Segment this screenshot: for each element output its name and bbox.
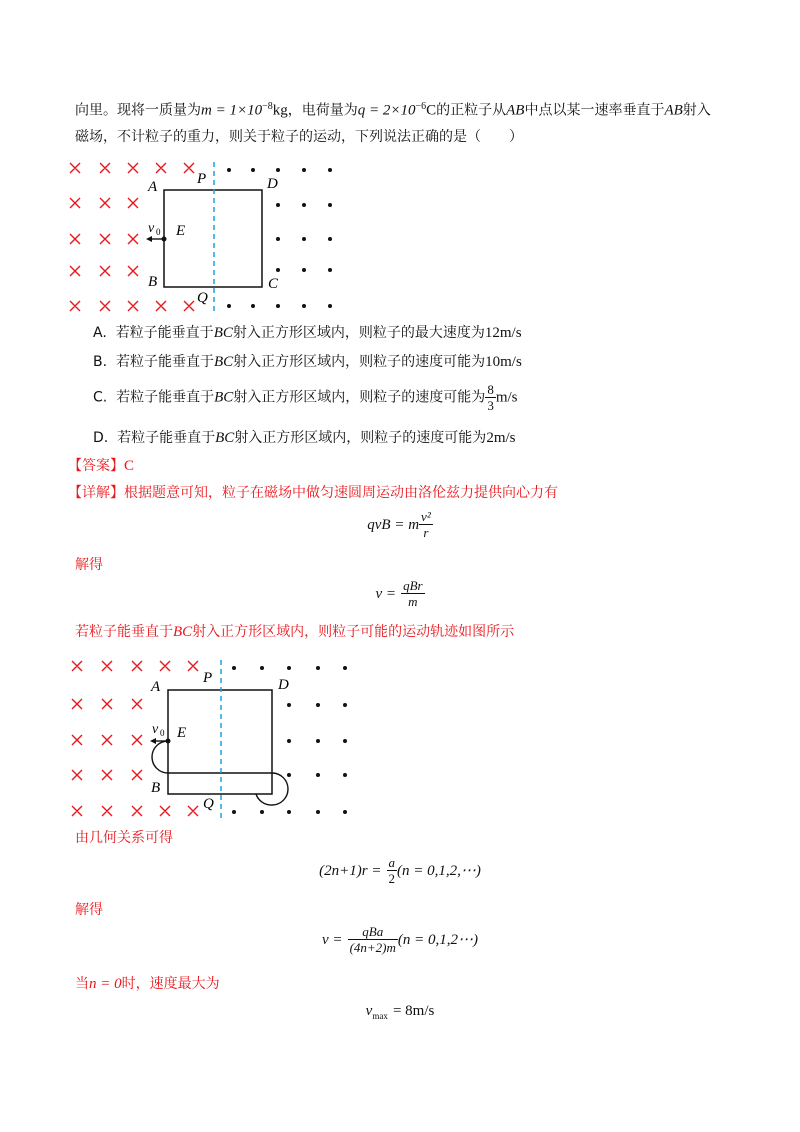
equation-4: v = $\frac{\text{qBa}}{(4n+2)m}$ (n = 0,1,2⋯) (321, 924, 479, 955)
mass-exponent: −8 (262, 101, 273, 112)
label-q: Q (197, 290, 208, 306)
explanation-line-2: 若粒子能垂直于BC射入正方形区域内，则粒子可能的运动轨迹如图所示 (75, 624, 515, 640)
equation-2: v = $\frac{\text{qBr}}{m}$ (375, 578, 423, 609)
solve-label-1: 解得 (75, 557, 103, 573)
square-abcd (168, 690, 272, 794)
label-v0: v (152, 722, 159, 737)
equation-3: (2n+1)r = $\frac{a}{2}$ (n = 0,1,2,⋯) (319, 855, 481, 886)
answer-line: 【答案】C (68, 458, 135, 474)
max-speed-line: 当n = 0时，速度最大为 (75, 976, 220, 992)
label-p: P (203, 670, 213, 686)
label-c: C (268, 276, 279, 292)
question-text: 中点以某一速率垂直于 (524, 102, 665, 119)
question-text: 射入 (682, 102, 711, 119)
arrowhead-icon (146, 236, 152, 242)
label-a: A (151, 679, 161, 695)
magnetic-field-figure-1 (60, 158, 360, 318)
label-q: Q (203, 796, 214, 812)
geometry-label: 由几何关系可得 (75, 830, 173, 846)
mass-unit: kg (272, 102, 288, 119)
particle-dot (166, 739, 171, 744)
arrowhead-icon (150, 738, 156, 744)
question-text: 向里。现将一质量为 (75, 102, 201, 119)
label-p: P (197, 171, 207, 187)
label-d: D (267, 176, 278, 192)
option-a[interactable]: A. 若粒子能垂直于BC射入正方形区域内，则粒子的最大速度为12m/s (93, 325, 522, 341)
label-d: D (278, 677, 289, 693)
label-e: E (176, 223, 186, 239)
option-c[interactable]: C. 若粒子能垂直于BC射入正方形区域内，则粒子的速度可能为 $\frac{8}{3}$ m/s (93, 382, 518, 413)
option-d[interactable]: D. 若粒子能垂直于BC射入正方形区域内，则粒子的速度可能为2m/s (93, 430, 516, 446)
dot-marks (232, 666, 347, 814)
equation-vmax: $v_{max} = 8m/s$ (365, 1003, 435, 1022)
option-b[interactable]: B. 若粒子能垂直于BC射入正方形区域内，则粒子的速度可能为10m/s (93, 354, 522, 370)
label-v0-sub: 0 (156, 227, 161, 237)
solve-label-2: 解得 (75, 902, 103, 918)
question-text: 的正粒子从 (436, 102, 507, 119)
label-b: B (148, 274, 158, 290)
charge-unit: C (426, 102, 437, 119)
charge-expression: q = 2×10 (357, 102, 416, 119)
label-v0: v (148, 221, 155, 236)
segment-ab: AB (664, 102, 683, 119)
label-b: B (151, 780, 161, 796)
label-v0-sub: 0 (160, 728, 165, 738)
trajectory-figure-2 (60, 655, 360, 825)
label-e: E (177, 725, 187, 741)
mass-expression: m = 1×10 (201, 102, 263, 119)
segment-ab: AB (506, 102, 525, 119)
fraction-8-3: $\frac{8}{3}$ (487, 382, 494, 413)
particle-dot (162, 237, 167, 242)
charge-exponent: −6 (415, 101, 427, 112)
question-line-1 (75, 97, 711, 121)
label-a: A (148, 179, 158, 195)
explanation-line-1: 【详解】根据题意可知，粒子在磁场中做匀速圆周运动由洛伦兹力提供向心力有 (68, 485, 558, 501)
trajectory-arc-left (152, 741, 168, 773)
equation-1: qvB = m $\frac{\text{v²}}{r}$ (367, 509, 431, 540)
question-line-2: 磁场，不计粒子的重力，则关于粒子的运动，下列说法正确的是（ ） (75, 129, 523, 145)
question-text: ，电荷量为 (287, 102, 358, 119)
